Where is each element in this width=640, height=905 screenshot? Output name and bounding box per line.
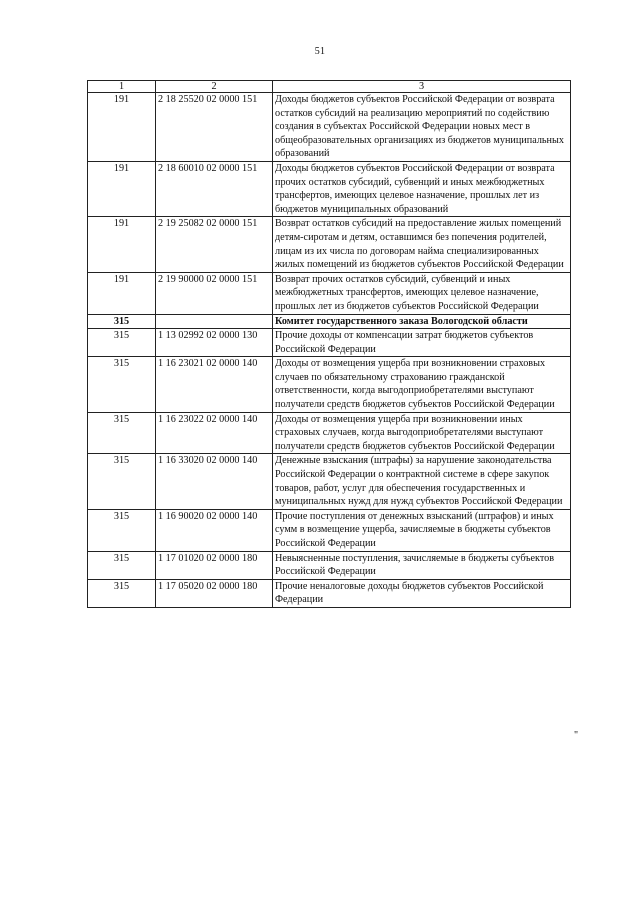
table-row — [88, 579, 571, 607]
table-row — [88, 357, 571, 412]
budget-code-cell: 1 13 02992 02 0000 130 — [156, 329, 273, 357]
table-row — [88, 161, 571, 216]
admin-code-cell: 315 — [88, 357, 156, 412]
revenue-description-cell: Прочие доходы от компенсации затрат бюджетов субъектов Российской Федерации — [273, 329, 571, 357]
table-header-row — [88, 81, 571, 93]
closing-quote-mark: " — [574, 730, 579, 741]
admin-code-cell: 315 — [88, 579, 156, 607]
admin-code-cell: 315 — [88, 509, 156, 551]
table-row — [88, 551, 571, 579]
table-row — [88, 272, 571, 314]
budget-code-cell: 2 19 90000 02 0000 151 — [156, 272, 273, 314]
admin-code-cell: 191 — [88, 272, 156, 314]
section-title-cell: Комитет государственного заказа Вологодской области — [273, 314, 571, 329]
revenue-description-cell: Прочие неналоговые доходы бюджетов субъектов Российской Федерации — [273, 579, 571, 607]
admin-code-cell: 315 — [88, 329, 156, 357]
admin-code-cell: 191 — [88, 217, 156, 272]
column-header-3: 3 — [273, 81, 571, 93]
budget-code-cell: 1 16 23022 02 0000 140 — [156, 412, 273, 454]
revenue-description-cell: Доходы от возмещения ущерба при возникновении иных страховых случаев, когда выгодоприобретателями выступают получатели средств бюджетов субъектов Российской Федерации — [273, 412, 571, 454]
budget-code-cell: 2 18 25520 02 0000 151 — [156, 93, 273, 162]
table-row — [88, 93, 571, 162]
budget-code-cell — [156, 314, 273, 329]
admin-code-cell: 315 — [88, 412, 156, 454]
budget-code-cell: 1 16 23021 02 0000 140 — [156, 357, 273, 412]
admin-code-cell: 191 — [88, 93, 156, 162]
admin-code-cell: 315 — [88, 314, 156, 329]
section-header-row — [88, 314, 571, 329]
budget-code-cell: 1 16 90020 02 0000 140 — [156, 509, 273, 551]
budget-code-cell: 2 19 25082 02 0000 151 — [156, 217, 273, 272]
column-header-2: 2 — [156, 81, 273, 93]
budget-code-cell: 1 17 01020 02 0000 180 — [156, 551, 273, 579]
page-number: 51 — [314, 46, 326, 57]
table-row — [88, 454, 571, 509]
revenue-description-cell: Доходы бюджетов субъектов Российской Федерации от возврата прочих остатков субсидий, субвенций и иных межбюджетных трансфертов, имеющих целевое назначение, прошлых лет из бюджетов муниципальных образований — [273, 161, 571, 216]
table-row — [88, 509, 571, 551]
budget-revenue-table — [87, 80, 571, 608]
table-row — [88, 217, 571, 272]
budget-code-cell: 2 18 60010 02 0000 151 — [156, 161, 273, 216]
table-row — [88, 329, 571, 357]
revenue-description-cell: Невыясненные поступления, зачисляемые в бюджеты субъектов Российской Федерации — [273, 551, 571, 579]
column-header-1: 1 — [88, 81, 156, 93]
revenue-description-cell: Возврат остатков субсидий на предоставление жилых помещений детям-сиротам и детям, оставшимся без попечения родителей, лицам из их числа по договорам найма специализированных жилых помещений из бюджетов субъектов Российской Федерации — [273, 217, 571, 272]
revenue-description-cell: Возврат прочих остатков субсидий, субвенций и иных межбюджетных трансфертов, имеющих целевое назначение, прошлых лет из бюджетов субъектов Российской Федерации — [273, 272, 571, 314]
admin-code-cell: 191 — [88, 161, 156, 216]
revenue-description-cell: Доходы бюджетов субъектов Российской Федерации от возврата остатков субсидий на реализацию мероприятий по содействию создания в субъектах Российской Федерации новых мест в общеобразовательных организациях из бюджетов муниципальных образований — [273, 93, 571, 162]
budget-code-cell: 1 17 05020 02 0000 180 — [156, 579, 273, 607]
budget-code-cell: 1 16 33020 02 0000 140 — [156, 454, 273, 509]
revenue-description-cell: Прочие поступления от денежных взысканий (штрафов) и иных сумм в возмещение ущерба, зачисляемые в бюджеты субъектов Российской Федерации — [273, 509, 571, 551]
table-row — [88, 412, 571, 454]
revenue-description-cell: Денежные взыскания (штрафы) за нарушение законодательства Российской Федерации о контрактной системе в сфере закупок товаров, работ, услуг для обеспечения государственных и муниципальных нужд для нужд субъектов Российской Федерации — [273, 454, 571, 509]
revenue-description-cell: Доходы от возмещения ущерба при возникновении страховых случаев по обязательному страхованию гражданской ответственности, когда выгодоприобретателями выступают получатели средств бюджетов субъектов Российской Федерации — [273, 357, 571, 412]
admin-code-cell: 315 — [88, 551, 156, 579]
table-body — [88, 93, 571, 608]
admin-code-cell: 315 — [88, 454, 156, 509]
